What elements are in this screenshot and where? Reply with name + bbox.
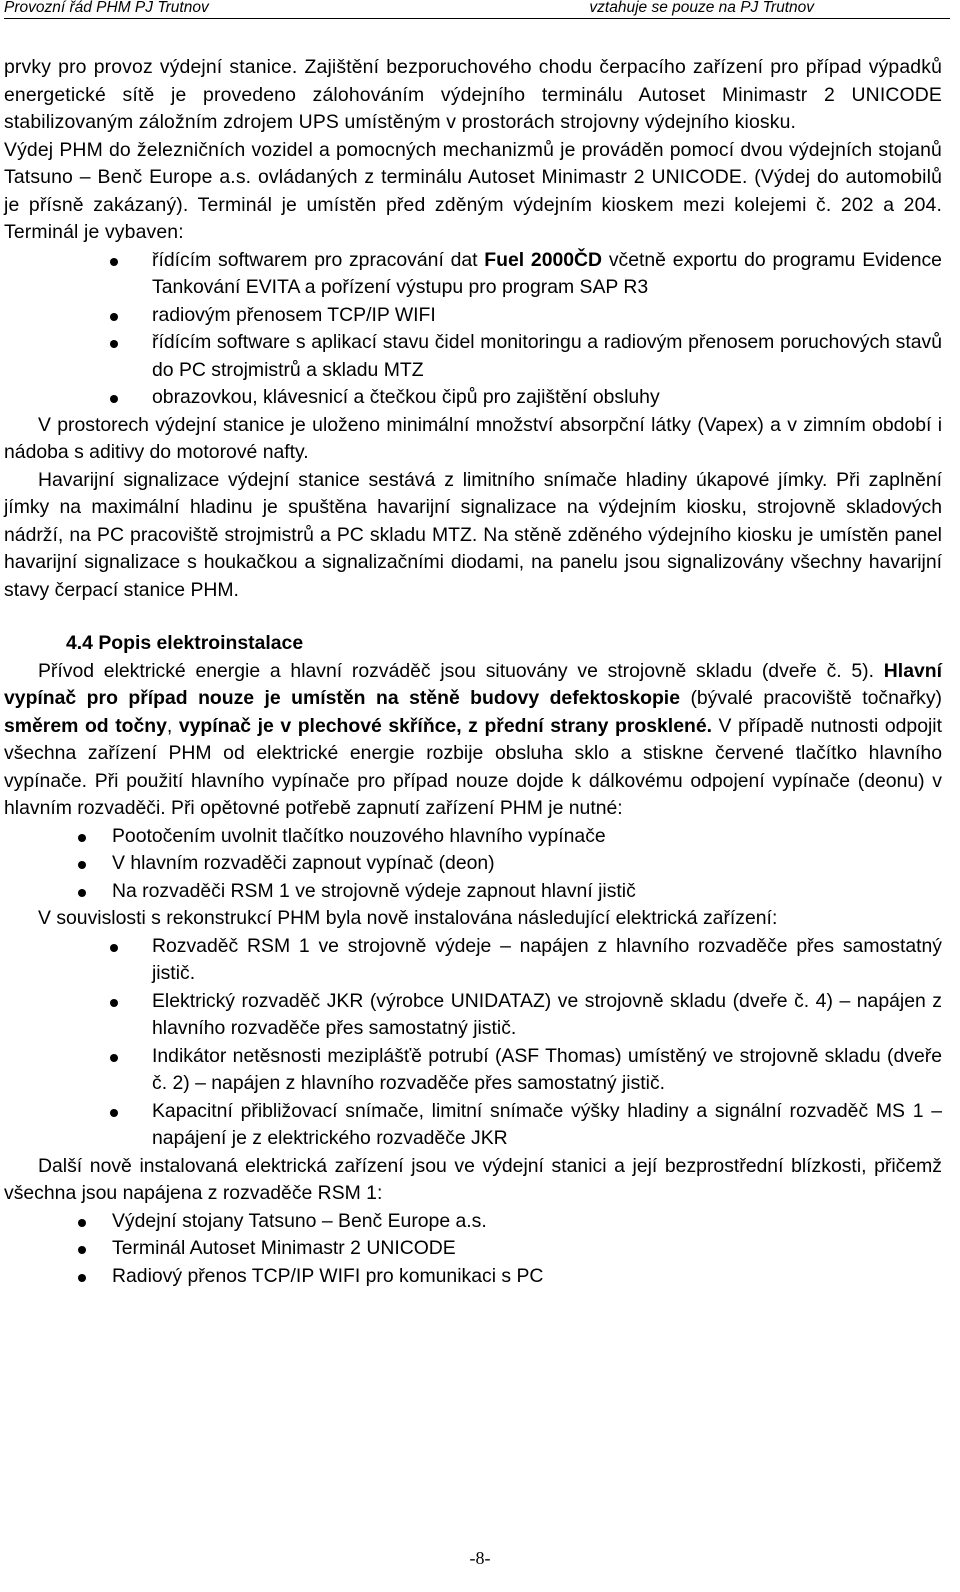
bullet-icon [110,1054,118,1062]
list-item [4,823,942,851]
list-item-text: Indikátor netěsnosti meziplášťě potrubí (ASF Thomas) umístěný ve strojovně skladu (dveře č. 2) – napájen z hlavního rozvaděče přes samostatný jistič. [152,1044,942,1094]
list-item-text: Elektrický rozvaděč JKR (výrobce UNIDATAZ) ve strojovně skladu (dveře č. 4) – napájen z hlavního rozvaděče přes samostatný jistič. [152,989,942,1039]
list-item [4,302,942,330]
text-run: (bývalé pracoviště točnařky) [679,687,942,709]
list-item-text: obrazovkou, klávesnicí a čtečkou čipů pro zajištění obsluhy [152,386,660,408]
document-body [4,54,942,1290]
bold-run: vypínač je v plechové skříňce, z přední strany prosklené. [178,714,712,737]
list-item-text: Rozvaděč RSM 1 ve strojovně výdeje – napájen z hlavního rozvaděče přes samostatný jistič. [152,934,942,984]
list-item [4,1098,942,1153]
paragraph-power-supply [4,658,942,823]
page-number: -8- [469,1548,491,1568]
paragraph-other-equipment: Další nově instalovaná elektrická zařízení jsou ve výdejní stanici a její bezprostřední blízkosti, přičemž všechna jsou napájena z rozvaděče RSM 1: [4,1154,942,1204]
bullet-icon [78,1219,86,1227]
bullet-icon [78,834,86,842]
list-item-text: Pootočením uvolnit tlačítko nouzového hlavního vypínače [112,824,606,847]
paragraph-dispensing: Výdej PHM do železničních vozidel a pomocných mechanizmů je prováděn pomocí dvou výdejních stojanů Tatsuno – Benč Europe a.s. ovládaných z terminálu Autoset Minimastr 2 UNICODE. (Výdej do automobilů je přísně zakázaný). Terminál je umístěn před zděným výdejním kioskem mezi kolejemi č. 202 a 204. Terminál je vybaven: [4,138,942,243]
list-item-text: radiovým přenosem TCP/IP WIFI [152,303,436,326]
list-item-text: Výdejní stojany Tatsuno – Benč Europe a.s. [112,1209,487,1232]
list-item-text: V hlavním rozvaděči zapnout vypínač (deon) [112,852,495,874]
installed-equipment-list [4,933,942,1153]
bullet-icon [78,1274,86,1282]
list-item [4,1208,942,1236]
list-item [4,384,942,412]
list-item [4,933,942,988]
list-item [4,878,942,906]
bullet-icon [78,889,86,897]
text-run: , [166,714,179,737]
bold-run: Hlavní vypínač pro případ nouze je umístěn na stěně budovy defektoskopie [4,659,942,709]
header-title: Provozní řád PHM PJ Trutnov [4,0,209,16]
bullet-icon [110,395,118,403]
list-item [4,1043,942,1098]
bullet-icon [110,313,118,321]
list-item-text: řídícím softwarem pro zpracování dat [152,248,485,271]
restart-steps-list [4,823,942,906]
header-rule [4,18,950,19]
list-item [4,247,942,302]
text-run: V případě nutnosti odpojit všechna zařízení PHM od elektrické energie rozbije obsluha sklo a stiskne červené tlačítko hlavního vypínače. Při použití hlavního vypínače pro případ nouze dojde k dálkovému odpojení vypínače (deonu) v hlavním rozvaděči. Při opětovné potřebě zapnutí zařízení PHM je nutné: [4,714,942,819]
list-item [4,1235,942,1263]
list-item-text: Terminál Autoset Minimastr 2 UNICODE [112,1237,456,1259]
bullet-icon [110,340,118,348]
list-item-text: Kapacitní přibližovací snímače, limitní snímače výšky hladiny a signální rozvaděč MS 1 – napájení je z elektrického rozvaděče JKR [152,1099,942,1149]
list-item-text: Na rozvaděči RSM 1 ve strojovně výdeje zapnout hlavní jistič [112,879,636,902]
bold-run: směrem od točny [4,714,167,737]
bullet-icon [78,1246,86,1254]
paragraph-ups-backup: prvky pro provoz výdejní stanice. Zajištění bezporuchového chodu čerpacího zařízení pro případ výpadků energetické sítě je provedeno zálohováním výdejního terminálu Autoset Minimastr 2 UNICODE stabilizovaným záložním zdrojem UPS umístěným v prostorách strojovny výdejního kiosku. [4,56,942,133]
list-item [4,1263,942,1291]
paragraph-emergency-signal: Havarijní signalizace výdejní stanice sestává z limitního snímače hladiny úkapové jímky. Při zaplnění jímky na maximální hladinu je spuštěna havarijní signalizace na výdejním kiosku, strojovně skladových nádrží, na PC pracoviště strojmistrů a PC skladu MTZ. Na stěně zděného výdejního kiosku je umístěn panel havarijní signalizace s houkačkou a signalizačními diodami, na panelu jsou signalizovány všechny havarijní stavy čerpací stanice PHM. [4,468,942,601]
section-heading: 4.4 Popis elektroinstalace [66,632,304,654]
list-item-text: řídícím software s aplikací stavu čidel monitoringu a radiovým přenosem poruchových stavů do PC strojmistrů a skladu MTZ [152,331,942,381]
text-run: Přívod elektrické energie a hlavní rozváděč jsou situovány ve strojovně skladu (dveře č. 5). [38,659,884,682]
bullet-icon [110,944,118,952]
paragraph-new-installation: V souvislosti s rekonstrukcí PHM byla nově instalována následující elektrická zařízení: [38,907,778,929]
bullet-icon [78,861,86,869]
page-header [4,0,956,16]
list-item [4,988,942,1043]
header-scope: vztahuje se pouze na PJ Trutnov [589,0,814,16]
list-item [4,850,942,878]
list-item-text: Radiový přenos TCP/IP WIFI pro komunikaci s PC [112,1264,544,1287]
bullet-icon [110,258,118,266]
list-item [4,329,942,384]
software-name: Fuel 2000ČD [484,248,603,271]
bullet-icon [110,999,118,1007]
bullet-icon [110,1109,118,1117]
nearby-equipment-list [4,1208,942,1291]
paragraph-absorbent: V prostorech výdejní stanice je uloženo minimální množství absorpční látky (Vapex) a v zimním období i nádoba s aditivy do motorové nafty. [4,413,942,463]
terminal-features-list [4,247,942,412]
list-item-text: včetně exportu do programu Evidence Tankování EVITA a pořízení výstupu pro program SAP R3 [152,248,942,298]
